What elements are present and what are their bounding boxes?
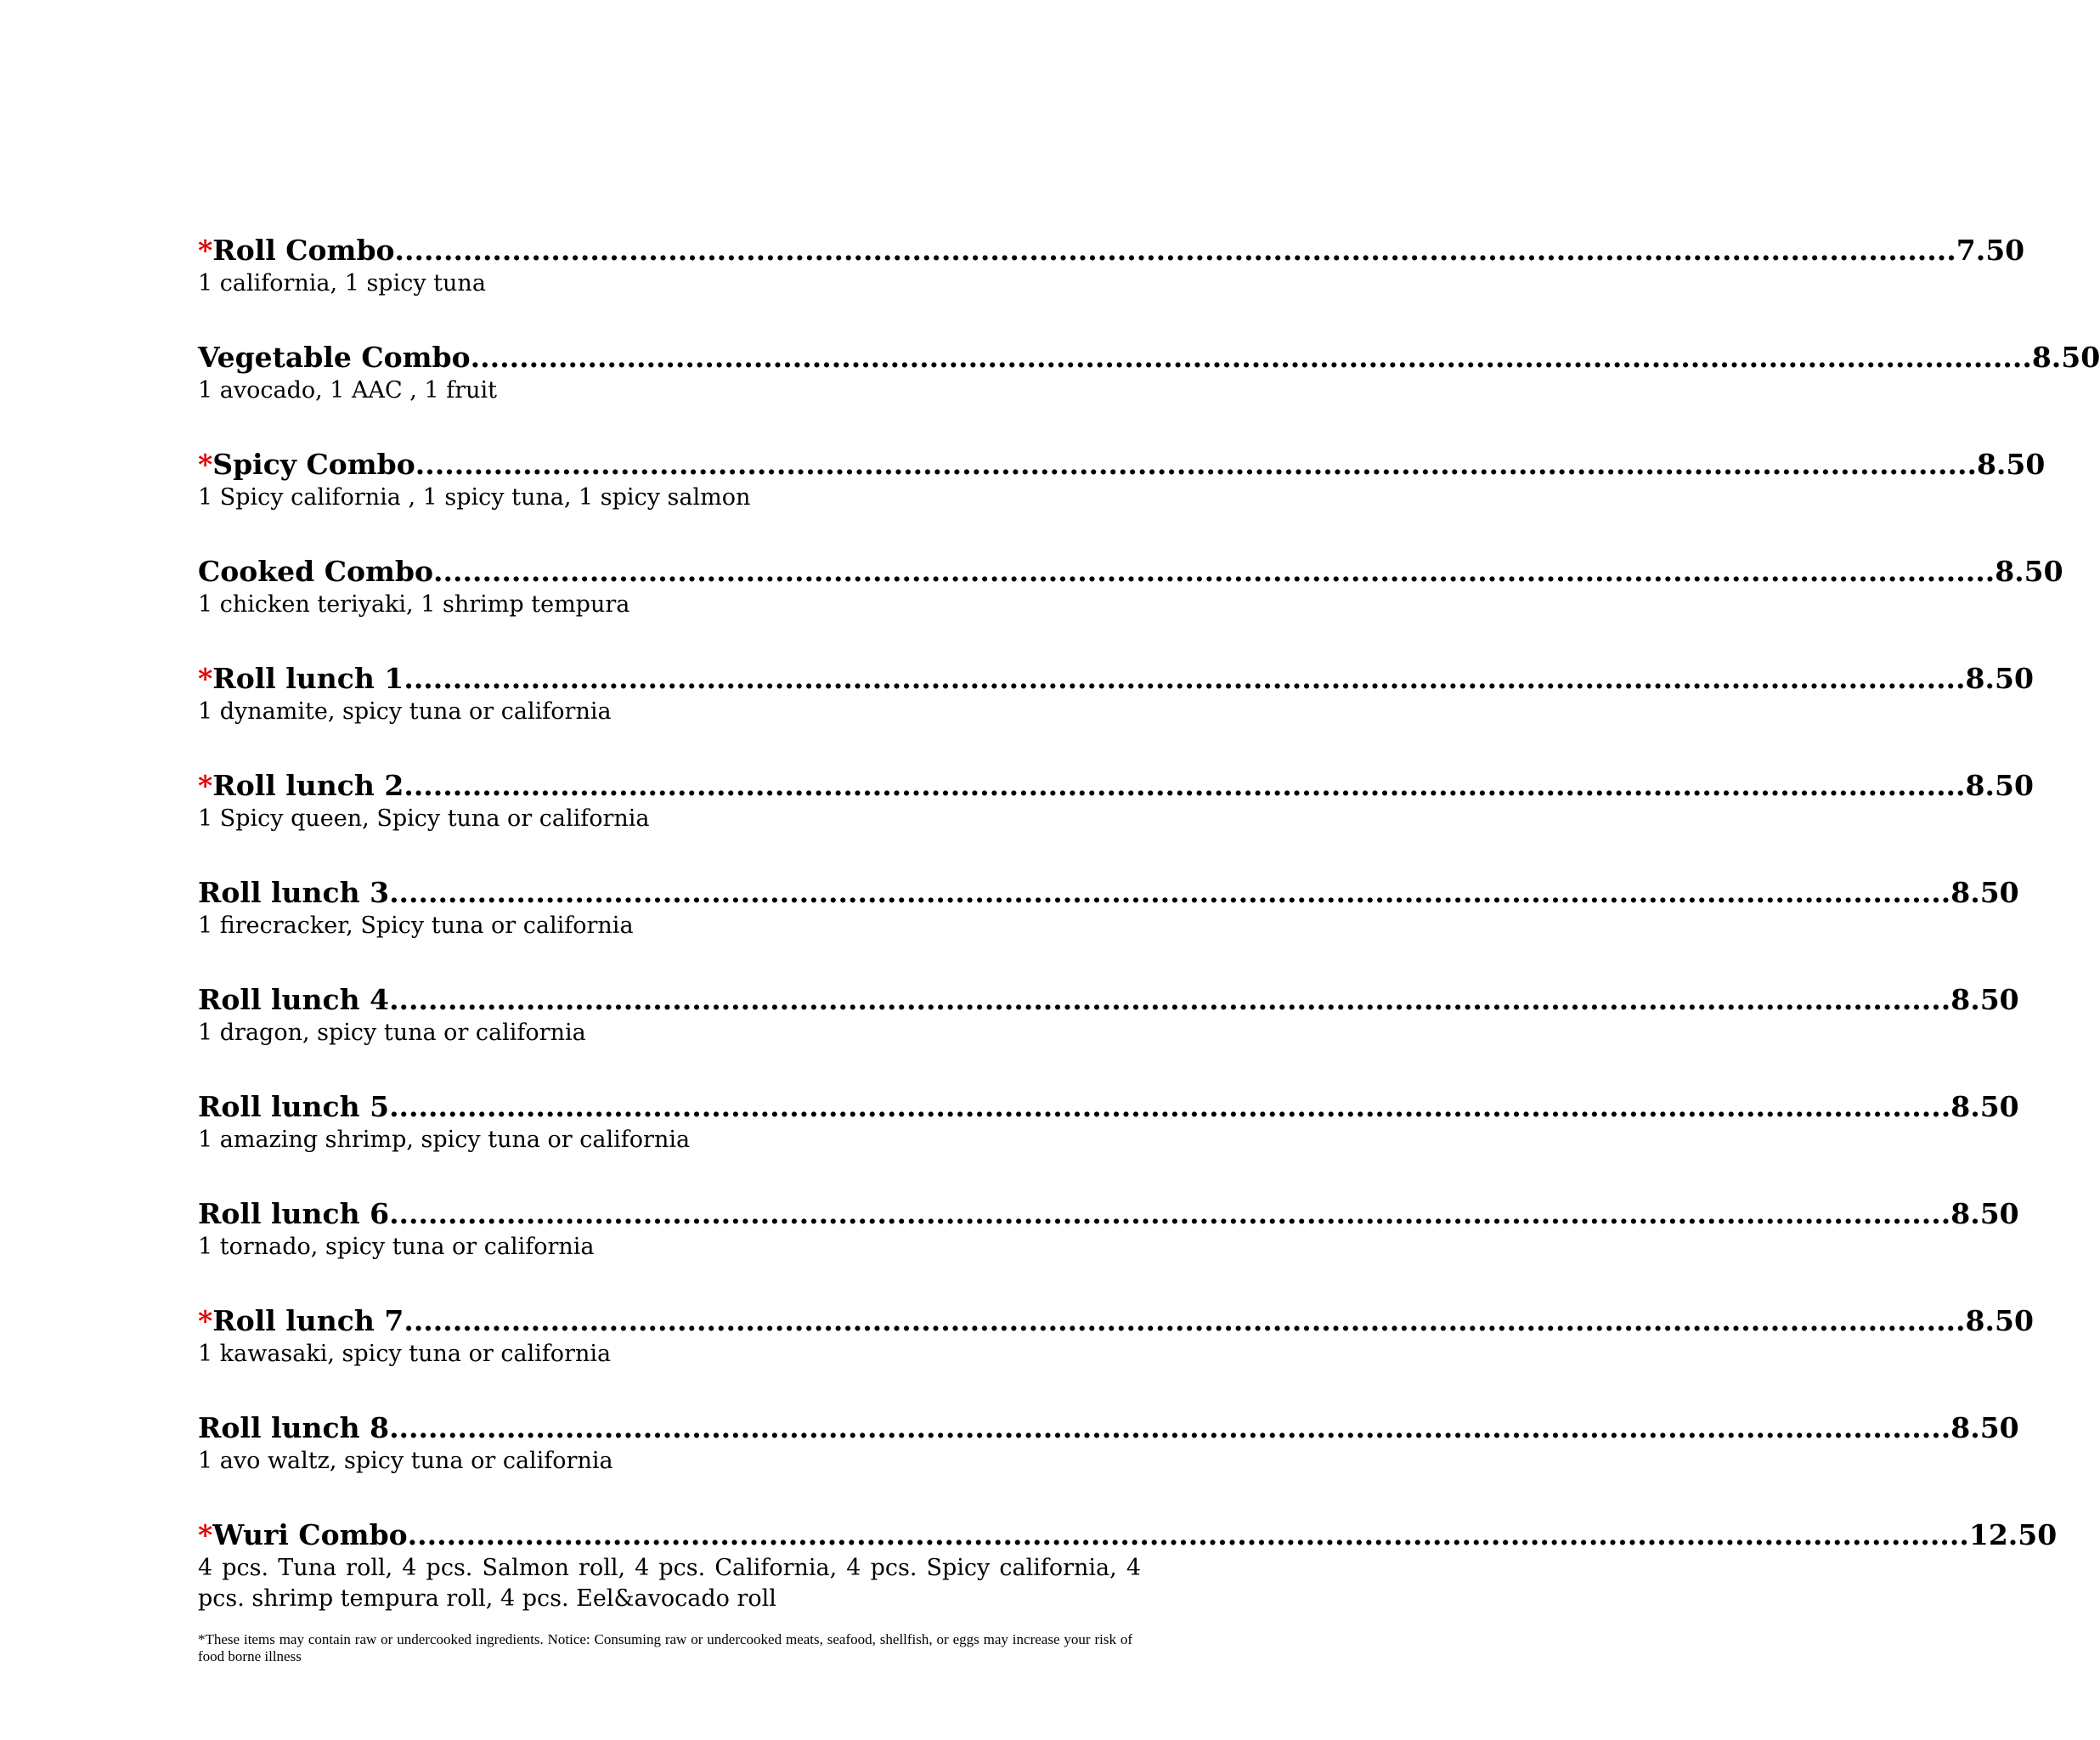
menu-item-title	[198, 1410, 2019, 1446]
menu-item-title	[198, 554, 2063, 590]
menu-item-price: 8.50	[1995, 555, 2063, 588]
dot-leader: ................................................................................................................................................................	[404, 769, 1966, 802]
menu-item-description: 1 Spicy queen, Spicy tuna or california	[198, 805, 650, 832]
menu-item-name: Vegetable Combo	[198, 341, 471, 374]
dot-leader: ................................................................................................................................................................	[407, 1518, 1969, 1551]
menu-item-price: 8.50	[1950, 876, 2019, 909]
raw-item-asterisk: *	[198, 234, 213, 267]
dot-leader: ................................................................................................................................................................	[389, 983, 1951, 1016]
menu-item-title	[198, 1303, 2034, 1339]
menu-item-name: Roll lunch 7	[212, 1304, 404, 1337]
raw-item-asterisk: *	[198, 662, 213, 695]
menu-item-title	[198, 447, 2046, 483]
dot-leader: ................................................................................................................................................................	[404, 1304, 1966, 1337]
menu-item	[198, 1196, 2019, 1263]
menu-item	[198, 1089, 2019, 1155]
menu-item-title	[198, 233, 2025, 268]
raw-item-asterisk: *	[198, 448, 213, 481]
menu-item-description: 1 firecracker, Spicy tuna or california	[198, 912, 634, 939]
menu-item	[198, 233, 2025, 299]
menu-item-price: 8.50	[1950, 1411, 2019, 1444]
menu-item	[198, 1517, 2058, 1614]
menu-item-price: 8.50	[1950, 983, 2019, 1016]
menu-item-price: 8.50	[1950, 1197, 2019, 1230]
menu-item-description: 1 avocado, 1 AAC , 1 fruit	[198, 377, 497, 404]
menu-item-name: Roll lunch 8	[198, 1411, 390, 1444]
menu-item-name: Wuri Combo	[212, 1518, 408, 1551]
menu-item-price: 8.50	[1965, 662, 2034, 695]
menu-item-name: Roll lunch 6	[198, 1197, 390, 1230]
raw-item-asterisk: *	[198, 769, 213, 802]
menu-item-name: Spicy Combo	[212, 448, 415, 481]
raw-item-asterisk: *	[198, 1304, 213, 1337]
menu-item-description: 1 california, 1 spicy tuna	[198, 270, 486, 297]
menu-item-name: Roll Combo	[212, 234, 395, 267]
menu-item-title	[198, 875, 2019, 911]
menu-item	[198, 768, 2034, 834]
menu-item-description: 1 kawasaki, spicy tuna or california	[198, 1341, 612, 1367]
menu-item	[198, 661, 2034, 727]
menu-item-title	[198, 661, 2034, 697]
menu-item	[198, 554, 2063, 620]
menu-item-price: 8.50	[1965, 1304, 2034, 1337]
menu-item	[198, 1303, 2034, 1370]
menu-item-title	[198, 982, 2019, 1018]
dot-leader: ................................................................................................................................................................	[389, 1197, 1951, 1230]
dot-leader: ................................................................................................................................................................	[470, 341, 2032, 374]
menu-item-title	[198, 768, 2034, 804]
menu-item-description: 4 pcs. Tuna roll, 4 pcs. Salmon roll, 4 pcs. California, 4 pcs. Spicy california, 4 pcs. shrimp tempura roll, 4 pcs. Eel&avocado roll	[198, 1555, 1141, 1612]
menu-item-description: 1 dragon, spicy tuna or california	[198, 1020, 586, 1046]
menu-item	[198, 1410, 2019, 1477]
menu-item-description: 1 dynamite, spicy tuna or california	[198, 698, 612, 725]
dot-leader: ................................................................................................................................................................	[404, 662, 1966, 695]
menu-item-name: Roll lunch 5	[198, 1090, 390, 1123]
raw-item-asterisk: *	[198, 1518, 213, 1551]
dot-leader: ................................................................................................................................................................	[415, 448, 1977, 481]
menu-item	[198, 447, 2046, 513]
menu-item-title	[198, 340, 2100, 376]
menu-item-name: Roll lunch 4	[198, 983, 390, 1016]
menu-item-name: Roll lunch 1	[212, 662, 404, 695]
menu-item-description: 1 tornado, spicy tuna or california	[198, 1234, 595, 1260]
menu-item-price: 7.50	[1956, 234, 2025, 267]
menu-item-price: 8.50	[1976, 448, 2046, 481]
menu-item-price: 8.50	[2031, 341, 2100, 374]
menu-item-description: 1 avo waltz, spicy tuna or california	[198, 1448, 613, 1474]
menu-item-price: 8.50	[1950, 1090, 2019, 1123]
menu-item-description: 1 chicken teriyaki, 1 shrimp tempura	[198, 591, 630, 618]
menu-page	[198, 233, 2100, 1665]
menu-item-price: 12.50	[1968, 1518, 2058, 1551]
menu-item-name: Roll lunch 3	[198, 876, 390, 909]
menu-item-title	[198, 1517, 2058, 1553]
menu-item	[198, 875, 2019, 941]
menu-item	[198, 982, 2019, 1048]
menu-item-name: Roll lunch 2	[212, 769, 404, 802]
menu-item-title	[198, 1196, 2019, 1232]
dot-leader: ................................................................................................................................................................	[433, 555, 1996, 588]
menu-item-price: 8.50	[1965, 769, 2034, 802]
dot-leader: ................................................................................................................................................................	[394, 234, 1956, 267]
menu-item	[198, 340, 2100, 406]
menu-item-description: 1 amazing shrimp, spicy tuna or california	[198, 1127, 691, 1153]
menu-item-name: Cooked Combo	[198, 555, 433, 588]
dot-leader: ................................................................................................................................................................	[389, 1411, 1951, 1444]
menu-item-title	[198, 1089, 2019, 1125]
dot-leader: ................................................................................................................................................................	[389, 876, 1951, 909]
menu-item-description: 1 Spicy california , 1 spicy tuna, 1 spicy salmon	[198, 484, 751, 511]
raw-food-disclaimer: *These items may contain raw or undercooked ingredients. Notice: Consuming raw or undercooked meats, seafood, shellfish, or eggs may increase your risk of food borne illness	[198, 1631, 1132, 1664]
dot-leader: ................................................................................................................................................................	[389, 1090, 1951, 1123]
